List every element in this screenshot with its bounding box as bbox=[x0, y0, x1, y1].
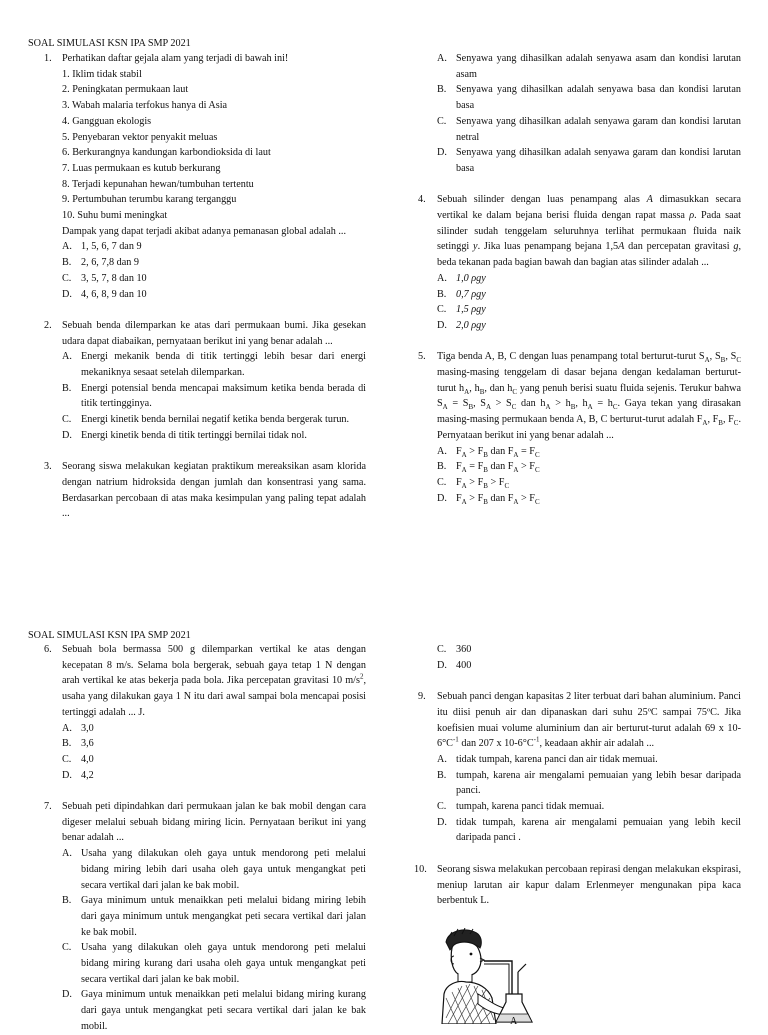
option-text: Energi potensial benda mencapai maksimum ketika benda berada di titik tertingginya. bbox=[81, 382, 366, 410]
page1-left-column bbox=[28, 51, 366, 522]
option-text: 360 bbox=[456, 644, 472, 655]
option-b[interactable] bbox=[28, 381, 366, 412]
question-stem: Sebuah silinder dengan luas penampang alas A dimasukkan secara vertikal ke dalam bejana berisi fluida dengan rapat massa ρ. Pada saat silinder sudah tenggelam seluruhnya terlihat permukaan fluida naik setinggi y. Jika luas penampang bejana 1,5A dan percepatan gravitasi g, beda tekanan pada bagian bawah dan bagian atas silinder adalah ... bbox=[437, 194, 741, 269]
option-text: Energi mekanik benda di titik tertinggi lebih besar dari energi mekaniknya sesaat setelah dilemparkan. bbox=[81, 351, 366, 379]
option-letter: B. bbox=[437, 769, 447, 781]
option-text: 4,0 bbox=[81, 753, 94, 765]
question-7 bbox=[28, 799, 366, 846]
option-letter: B. bbox=[437, 288, 447, 300]
list-item: 9. Pertumbuhan terumbu karang terganggu bbox=[62, 194, 237, 206]
question-number: 7. bbox=[44, 801, 52, 813]
option-text: tumpah, karena air mengalami pemuaian yang lebih besar daripada panci. bbox=[456, 769, 741, 797]
option-letter: A. bbox=[437, 753, 447, 765]
option-text: tidak tumpah, karena panci dan air tidak memuai. bbox=[456, 753, 658, 765]
option-letter: D. bbox=[62, 288, 72, 300]
option-a[interactable] bbox=[418, 271, 741, 287]
question-stem: Sebuah bola bermassa 500 g dilemparkan vertikal ke atas dengan kecepatan 8 m/s. Selama bola bergerak, sebuah gaya tetap 1 N dengan arah vertikal ke atas bekerja pada bola. Jika percepatan gravitasi 10 $m/s^2$, usaha yang dilakukan gaya 1 N itu dari awal sampai bola mencapai posisi tertinggi adalah ... J. bbox=[62, 644, 366, 718]
option-letter: D. bbox=[62, 989, 72, 1001]
question-number: 9. bbox=[418, 691, 426, 703]
option-letter: B. bbox=[62, 382, 72, 394]
list-item: 2. Peningkatan permukaan laut bbox=[62, 84, 189, 96]
option-letter: B. bbox=[62, 257, 72, 269]
q7-options bbox=[28, 846, 366, 1034]
question-number: 4. bbox=[418, 194, 426, 206]
q2-options bbox=[28, 349, 366, 443]
option-b[interactable] bbox=[418, 287, 741, 303]
option-c[interactable] bbox=[418, 114, 741, 145]
option-text: Senyawa yang dihasilkan adalah senyawa asam dan kondisi larutan asam bbox=[456, 53, 741, 80]
option-letter: A. bbox=[62, 241, 72, 253]
option-b[interactable] bbox=[28, 893, 366, 940]
option-a[interactable] bbox=[418, 752, 741, 768]
question-stem: Perhatikan daftar gejala alam yang terjadi di bawah ini! bbox=[62, 53, 289, 64]
question-number: 6. bbox=[44, 644, 52, 655]
option-text: 3, 5, 7, 8 dan 10 bbox=[81, 272, 147, 284]
q9-options bbox=[418, 752, 741, 846]
option-d[interactable] bbox=[28, 287, 366, 303]
option-b[interactable] bbox=[28, 255, 366, 271]
option-letter: D. bbox=[437, 659, 447, 671]
option-text: 1, 5, 6, 7 dan 9 bbox=[81, 241, 142, 253]
option-text: Senyawa yang dihasilkan adalah senyawa garam dan kondisi larutan netral bbox=[456, 115, 741, 143]
option-text: Energi kinetik benda di titik tertinggi bernilai tidak nol. bbox=[81, 429, 307, 441]
option-text: 1,5 ρgy bbox=[456, 304, 486, 316]
question-stem: Sebuah peti dipindahkan dari permukaan jalan ke bak mobil dengan cara digeser melalui sebuah bidang miring licin. Pernyataan berikut ini yang benar adalah ... bbox=[62, 801, 366, 844]
option-b[interactable] bbox=[28, 736, 366, 752]
question-stem: Sebuah panci dengan kapasitas 2 liter terbuat dari bahan aluminium. Panci itu diisi penuh air dan dipanaskan dari suhu 25ºC sampai 75ºC. Jika koefisien muai volume aluminium dan air berturut-turut adalah 69 x $10-6^\circ C^{-1}$ dan 207 x $10-6^\circ C^{-1}$, keadaan akhir air adalah ... bbox=[437, 691, 741, 750]
list-item: 6. Berkurangnya kandungan karbondioksida di laut bbox=[62, 147, 271, 159]
option-a[interactable] bbox=[418, 51, 741, 82]
option-c[interactable]: C. $F_A > F_B > F_C$ bbox=[437, 476, 510, 490]
question-number: 10. bbox=[414, 863, 427, 875]
list-item: 1. Iklim tidak stabil bbox=[62, 68, 142, 80]
option-text: 4,2 bbox=[81, 769, 94, 781]
option-letter: C. bbox=[437, 644, 447, 655]
question-stem: Sebuah benda dilemparkan ke atas dari permukaan bumi. Jika gesekan udara dapat diabaikan, pernyataan berikut ini yang benar adalah ... bbox=[62, 319, 366, 347]
option-letter: A. bbox=[62, 848, 72, 860]
option-letter: A. bbox=[437, 272, 447, 284]
option-b[interactable]: B. $F_A = F_B$ dan $F_A > F_C$ bbox=[437, 461, 540, 475]
option-letter: C. bbox=[62, 753, 72, 765]
question-number: 5. bbox=[418, 351, 426, 363]
option-a[interactable] bbox=[28, 239, 366, 255]
page2-left-column bbox=[28, 642, 366, 1035]
option-d[interactable] bbox=[28, 987, 366, 1034]
option-a[interactable]: A. $F_A > F_B$ dan $F_A = F_C$ bbox=[437, 445, 540, 459]
question-2 bbox=[28, 318, 366, 349]
question-9 bbox=[418, 689, 741, 752]
option-letter: A. bbox=[437, 53, 447, 64]
option-text: 2, 6, 7,8 dan 9 bbox=[81, 257, 140, 269]
question-5 bbox=[418, 349, 741, 443]
option-letter: C. bbox=[437, 115, 447, 127]
option-text: tidak tumpah, karena air mengalami pemuaian yang lebih kecil daripada panci . bbox=[456, 816, 741, 844]
option-letter: B. bbox=[437, 84, 447, 96]
question-stem: Seorang siswa melakukan percobaan repirasi dengan melakukan ekspirasi, meniup larutan air kapur dalam Erlenmeyer mengunakan pipa kaca berbentuk L. bbox=[437, 863, 741, 907]
page1-header: SOAL SIMULASI KSN IPA SMP 2021 bbox=[28, 38, 191, 49]
option-d[interactable] bbox=[418, 815, 741, 846]
q1-options bbox=[28, 239, 366, 302]
q5-options bbox=[418, 444, 741, 507]
option-text: Gaya minimum untuk menaikkan peti melalui bidang miring lebih dari gaya minimum untuk mengangkat peti secara vertikal dari jalan ke bak mobil. bbox=[81, 895, 366, 938]
option-d[interactable] bbox=[28, 428, 366, 444]
option-text: Gaya minimum untuk menaikkan peti melalui bidang miring kurang dari gaya untuk mengangkat peti secara vertikal dari jalan ke bak mobil. bbox=[81, 989, 366, 1032]
option-letter: A. bbox=[62, 722, 72, 734]
option-d[interactable] bbox=[28, 768, 366, 784]
option-c[interactable] bbox=[28, 271, 366, 287]
option-letter: B. bbox=[62, 738, 72, 750]
question-3 bbox=[28, 459, 366, 522]
option-letter: C. bbox=[437, 801, 447, 813]
option-text: 400 bbox=[456, 659, 472, 671]
option-text: 3,0 bbox=[81, 722, 94, 734]
question-prompt: Dampak yang dapat terjadi akibat adanya pemanasan global adalah ... bbox=[62, 225, 347, 237]
question-stem: Tiga benda A, B, C dengan luas penampang total berturut-turut $S_A$, $S_B$, $S_C$ masing-masing tenggelam di dasar bejana dengan kedalaman berturut-turut $h_A$, $h_B$, dan $h_C$ yang penuh berisi suatu fluida sejenis. Terukur bahwa $S_A = S_B$, $S_A > S_C$ dan $h_A > h_B$, $h_A = h_C$. Gaya tekan yang dirasakan masing-masing permukaan benda A, B, C berturut-turut adalah $F_A$, $F_B$, $F_C$. Pernyataan berikut ini yang benar adalah ... bbox=[437, 351, 742, 441]
list-item: 8. Terjadi kepunahan hewan/tumbuhan tertentu bbox=[62, 178, 254, 190]
option-letter: C. bbox=[62, 272, 72, 284]
option-text: Senyawa yang dihasilkan adalah senyawa basa dan kondisi larutan basa bbox=[456, 84, 741, 112]
figure-label: A bbox=[510, 1016, 518, 1027]
experiment-illustration bbox=[438, 928, 538, 1027]
option-d[interactable] bbox=[418, 658, 741, 674]
question-6 bbox=[28, 642, 366, 721]
list-item: 5. Penyebaran vektor penyakit meluas bbox=[62, 131, 218, 143]
option-text: 1,0 ρgy bbox=[456, 272, 486, 284]
option-text: Senyawa yang dihasilkan adalah senyawa garam dan kondisi larutan basa bbox=[456, 147, 741, 174]
page1-right-column bbox=[418, 51, 741, 506]
option-letter: B. bbox=[62, 895, 72, 907]
question-stem: Seorang siswa melakukan kegiatan praktikum mereaksikan asam klorida dengan natrium hidroksida dengan jumlah dan konsentrasi yang sama. Berdasarkan percobaan di atas maka kesimpulan yang paling tepat adalah ... bbox=[62, 461, 366, 520]
question-number: 3. bbox=[44, 461, 52, 473]
option-text: tumpah, karena panci tidak memuai. bbox=[456, 801, 605, 813]
list-item: 7. Luas permukaan es kutub berkurang bbox=[62, 162, 221, 174]
option-letter: A. bbox=[62, 351, 72, 363]
question-1 bbox=[28, 51, 366, 67]
option-text: Energi kinetik benda bernilai negatif ketika benda bergerak turun. bbox=[81, 414, 350, 426]
option-letter: D. bbox=[437, 816, 447, 828]
question-4 bbox=[418, 192, 741, 271]
option-d[interactable] bbox=[418, 318, 741, 334]
option-letter: C. bbox=[437, 304, 447, 316]
student-blowing-flask-icon bbox=[438, 928, 538, 1024]
list-item: 3. Wabah malaria terfokus hanya di Asia bbox=[62, 100, 228, 112]
option-c[interactable] bbox=[418, 302, 741, 318]
option-letter: D. bbox=[62, 769, 72, 781]
list-item: 4. Gangguan ekologis bbox=[62, 115, 152, 127]
option-text: 3,6 bbox=[81, 738, 94, 750]
option-c[interactable] bbox=[418, 642, 741, 658]
option-text: Usaha yang dilakukan oleh gaya untuk mendorong peti melalui bidang miring lebih dari usaha oleh gaya untuk mengangkat peti secara vertikal dari jalan ke bak mobil. bbox=[81, 848, 366, 891]
q6-options bbox=[28, 721, 366, 784]
option-a[interactable] bbox=[28, 846, 366, 893]
option-letter: C. bbox=[62, 942, 72, 954]
option-b[interactable] bbox=[418, 82, 741, 113]
option-c[interactable] bbox=[28, 940, 366, 987]
option-a[interactable] bbox=[28, 721, 366, 737]
option-letter: D. bbox=[62, 429, 72, 441]
option-text: 2,0 ρgy bbox=[456, 319, 486, 331]
option-c[interactable] bbox=[28, 752, 366, 768]
q4-options bbox=[418, 271, 741, 334]
option-d[interactable] bbox=[418, 145, 741, 176]
question-number: 1. bbox=[44, 53, 52, 64]
option-text: Usaha yang dilakukan oleh gaya untuk mendorong peti melalui bidang miring kurang dari usaha oleh gaya untuk mengangkat peti secara vertikal dari jalan ke bak mobil. bbox=[81, 942, 366, 985]
page2-right-column bbox=[414, 642, 741, 909]
option-text: 4, 6, 8, 9 dan 10 bbox=[81, 288, 147, 300]
question-number: 2. bbox=[44, 319, 52, 331]
option-b[interactable] bbox=[418, 768, 741, 799]
q3-options bbox=[418, 51, 741, 177]
q8-options bbox=[418, 642, 741, 673]
option-letter: C. bbox=[62, 414, 72, 426]
list-item: 10. Suhu bumi meningkat bbox=[62, 210, 168, 222]
option-text: 0,7 ρgy bbox=[456, 288, 486, 300]
option-letter: D. bbox=[437, 147, 447, 159]
option-d[interactable]: D. $F_A > F_B$ dan $F_A > F_C$ bbox=[437, 492, 540, 506]
option-c[interactable] bbox=[418, 799, 741, 815]
option-c[interactable] bbox=[28, 412, 366, 428]
page2-header: SOAL SIMULASI KSN IPA SMP 2021 bbox=[28, 630, 191, 641]
question-10 bbox=[414, 862, 741, 909]
option-letter: D. bbox=[437, 319, 447, 331]
q1-item-list bbox=[28, 67, 366, 240]
option-a[interactable] bbox=[28, 349, 366, 380]
